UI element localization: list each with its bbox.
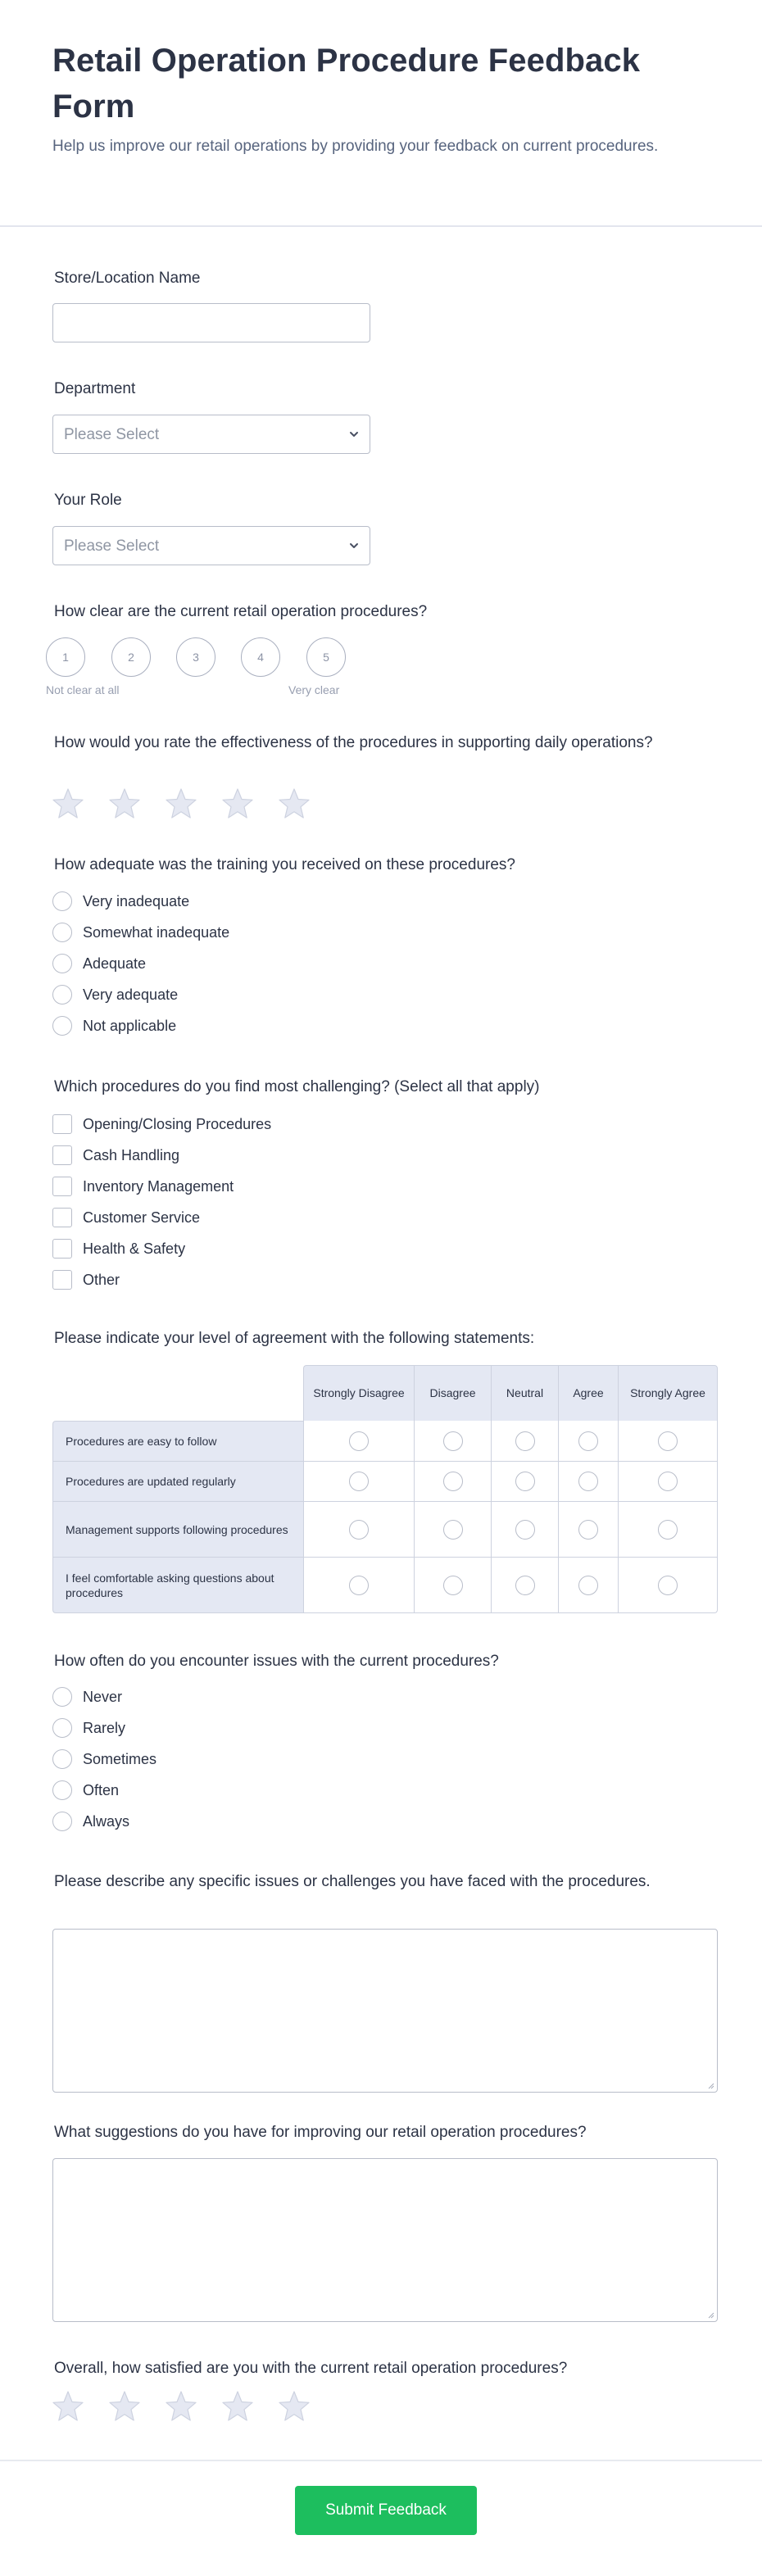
- star-icon[interactable]: [165, 787, 197, 820]
- role-select-value: Please Select: [64, 537, 160, 555]
- matrix-column-header: Agree: [558, 1365, 618, 1422]
- chevron-down-icon: [348, 540, 360, 551]
- matrix-cell[interactable]: [491, 1502, 558, 1558]
- matrix-column-header: Disagree: [414, 1365, 491, 1422]
- resize-handle-icon[interactable]: [706, 2081, 714, 2089]
- option-label: Other: [83, 1272, 120, 1288]
- radio-button[interactable]: [578, 1576, 598, 1595]
- scale-option-2[interactable]: 2: [111, 637, 151, 677]
- radio-button[interactable]: [349, 1576, 369, 1595]
- matrix-cell[interactable]: [618, 1502, 718, 1558]
- radio-button[interactable]: [515, 1472, 535, 1491]
- submit-button[interactable]: Submit Feedback: [295, 2486, 477, 2535]
- matrix-cell[interactable]: [414, 1462, 491, 1502]
- suggestions-label: What suggestions do you have for improving our retail operation procedures?: [54, 2124, 587, 2141]
- issues-label: Please describe any specific issues or challenges you have faced with the procedures.: [54, 1873, 651, 1890]
- radio-button[interactable]: [52, 1718, 72, 1738]
- scale-option-1[interactable]: 1: [46, 637, 85, 677]
- chevron-down-icon: [348, 429, 360, 440]
- radio-button[interactable]: [515, 1520, 535, 1540]
- role-select[interactable]: [52, 526, 370, 565]
- option-label: Never: [83, 1689, 123, 1705]
- option-label: Health & Safety: [83, 1240, 186, 1257]
- matrix-row-label: I feel comfortable asking questions about procedures: [52, 1558, 303, 1613]
- option-label: Adequate: [83, 955, 147, 972]
- matrix-cell[interactable]: [303, 1558, 414, 1613]
- radio-button[interactable]: [443, 1520, 463, 1540]
- option-label: Inventory Management: [83, 1178, 234, 1195]
- radio-button[interactable]: [349, 1431, 369, 1451]
- frequency-label: How often do you encounter issues with the current procedures?: [54, 1653, 499, 1670]
- store-label: Store/Location Name: [54, 270, 201, 287]
- matrix-cell[interactable]: [558, 1558, 618, 1613]
- radio-button[interactable]: [52, 1016, 72, 1036]
- checkbox[interactable]: [52, 1145, 72, 1165]
- matrix-column-header: Neutral: [491, 1365, 558, 1422]
- matrix-cell[interactable]: [414, 1502, 491, 1558]
- radio-button[interactable]: [52, 891, 72, 911]
- matrix-cell[interactable]: [491, 1462, 558, 1502]
- matrix-cell[interactable]: [303, 1421, 414, 1462]
- checkbox[interactable]: [52, 1114, 72, 1134]
- star-icon[interactable]: [108, 2390, 141, 2423]
- resize-handle-icon[interactable]: [706, 2311, 714, 2319]
- star-icon[interactable]: [278, 787, 311, 820]
- radio-button[interactable]: [52, 1687, 72, 1707]
- department-select[interactable]: [52, 415, 370, 454]
- option-label: Customer Service: [83, 1209, 201, 1226]
- clarity-label: How clear are the current retail operation procedures?: [54, 603, 428, 620]
- option-label: Not applicable: [83, 1018, 177, 1034]
- satisfaction-label: Overall, how satisfied are you with the current retail operation procedures?: [54, 2360, 568, 2377]
- radio-button[interactable]: [515, 1576, 535, 1595]
- matrix-row-label: Management supports following procedures: [52, 1502, 303, 1558]
- option-label: Very inadequate: [83, 893, 190, 909]
- option-label: Somewhat inadequate: [83, 924, 230, 941]
- radio-button[interactable]: [443, 1576, 463, 1595]
- matrix-column-header: Strongly Agree: [618, 1365, 718, 1422]
- scale-min-label: Not clear at all: [46, 683, 120, 696]
- radio-button[interactable]: [578, 1431, 598, 1451]
- star-icon[interactable]: [52, 2390, 84, 2423]
- option-label: Rarely: [83, 1720, 126, 1736]
- matrix-cell[interactable]: [491, 1421, 558, 1462]
- matrix-cell[interactable]: [558, 1462, 618, 1502]
- challenging-label: Which procedures do you find most challenging? (Select all that apply): [54, 1078, 540, 1095]
- department-select-value: Please Select: [64, 426, 160, 443]
- checkbox[interactable]: [52, 1177, 72, 1196]
- radio-button[interactable]: [658, 1472, 678, 1491]
- matrix-cell[interactable]: [303, 1502, 414, 1558]
- suggestions-textarea[interactable]: [52, 2158, 718, 2322]
- training-label: How adequate was the training you received on these procedures?: [54, 856, 515, 873]
- matrix-cell[interactable]: [618, 1421, 718, 1462]
- star-icon[interactable]: [221, 2390, 254, 2423]
- radio-button[interactable]: [658, 1431, 678, 1451]
- radio-button[interactable]: [349, 1520, 369, 1540]
- radio-button[interactable]: [52, 954, 72, 973]
- radio-button[interactable]: [349, 1472, 369, 1491]
- matrix-cell[interactable]: [414, 1558, 491, 1613]
- page-subtitle: Help us improve our retail operations by providing your feedback on current procedures.: [52, 138, 659, 155]
- radio-button[interactable]: [658, 1520, 678, 1540]
- matrix-cell[interactable]: [618, 1462, 718, 1502]
- page-title: Retail Operation Procedure Feedback Form: [52, 43, 641, 125]
- scale-option-5[interactable]: 5: [306, 637, 346, 677]
- star-icon[interactable]: [278, 2390, 311, 2423]
- matrix-cell[interactable]: [491, 1558, 558, 1613]
- radio-button[interactable]: [515, 1431, 535, 1451]
- department-label: Department: [54, 380, 136, 397]
- matrix-cell[interactable]: [558, 1421, 618, 1462]
- checkbox[interactable]: [52, 1208, 72, 1227]
- store-input[interactable]: [52, 303, 370, 342]
- option-label: Always: [83, 1813, 130, 1830]
- radio-button[interactable]: [52, 985, 72, 1005]
- radio-button[interactable]: [443, 1472, 463, 1491]
- scale-option-3[interactable]: 3: [176, 637, 215, 677]
- radio-button[interactable]: [658, 1576, 678, 1595]
- matrix-row-label: Procedures are easy to follow: [52, 1421, 303, 1462]
- radio-button[interactable]: [52, 1780, 72, 1800]
- radio-button[interactable]: [578, 1472, 598, 1491]
- radio-button[interactable]: [578, 1520, 598, 1540]
- radio-button[interactable]: [52, 1812, 72, 1831]
- form-header: [0, 0, 762, 227]
- star-icon[interactable]: [108, 787, 141, 820]
- matrix-row-label: Procedures are updated regularly: [52, 1462, 303, 1502]
- star-icon[interactable]: [165, 2390, 197, 2423]
- scale-option-4[interactable]: 4: [241, 637, 280, 677]
- issues-textarea[interactable]: [52, 1929, 718, 2093]
- radio-button[interactable]: [52, 1749, 72, 1769]
- radio-button[interactable]: [443, 1431, 463, 1451]
- option-label: Sometimes: [83, 1751, 157, 1767]
- checkbox[interactable]: [52, 1270, 72, 1290]
- option-label: Often: [83, 1782, 120, 1798]
- checkbox[interactable]: [52, 1239, 72, 1259]
- effectiveness-label: How would you rate the effectiveness of the procedures in supporting daily operations?: [54, 734, 653, 751]
- star-icon[interactable]: [221, 787, 254, 820]
- agreement-matrix: [52, 1365, 718, 1616]
- matrix-column-header: Strongly Disagree: [303, 1365, 414, 1422]
- option-label: Very adequate: [83, 986, 179, 1003]
- matrix-cell[interactable]: [303, 1462, 414, 1502]
- radio-button[interactable]: [52, 923, 72, 942]
- matrix-cell[interactable]: [558, 1502, 618, 1558]
- star-icon[interactable]: [52, 787, 84, 820]
- role-label: Your Role: [54, 492, 122, 509]
- option-label: Cash Handling: [83, 1147, 180, 1163]
- footer-divider: [0, 2460, 762, 2461]
- agreement-label: Please indicate your level of agreement with the following statements:: [54, 1330, 535, 1347]
- matrix-cell[interactable]: [414, 1421, 491, 1462]
- option-label: Opening/Closing Procedures: [83, 1116, 272, 1132]
- matrix-cell[interactable]: [618, 1558, 718, 1613]
- scale-max-label: Very clear: [288, 683, 340, 696]
